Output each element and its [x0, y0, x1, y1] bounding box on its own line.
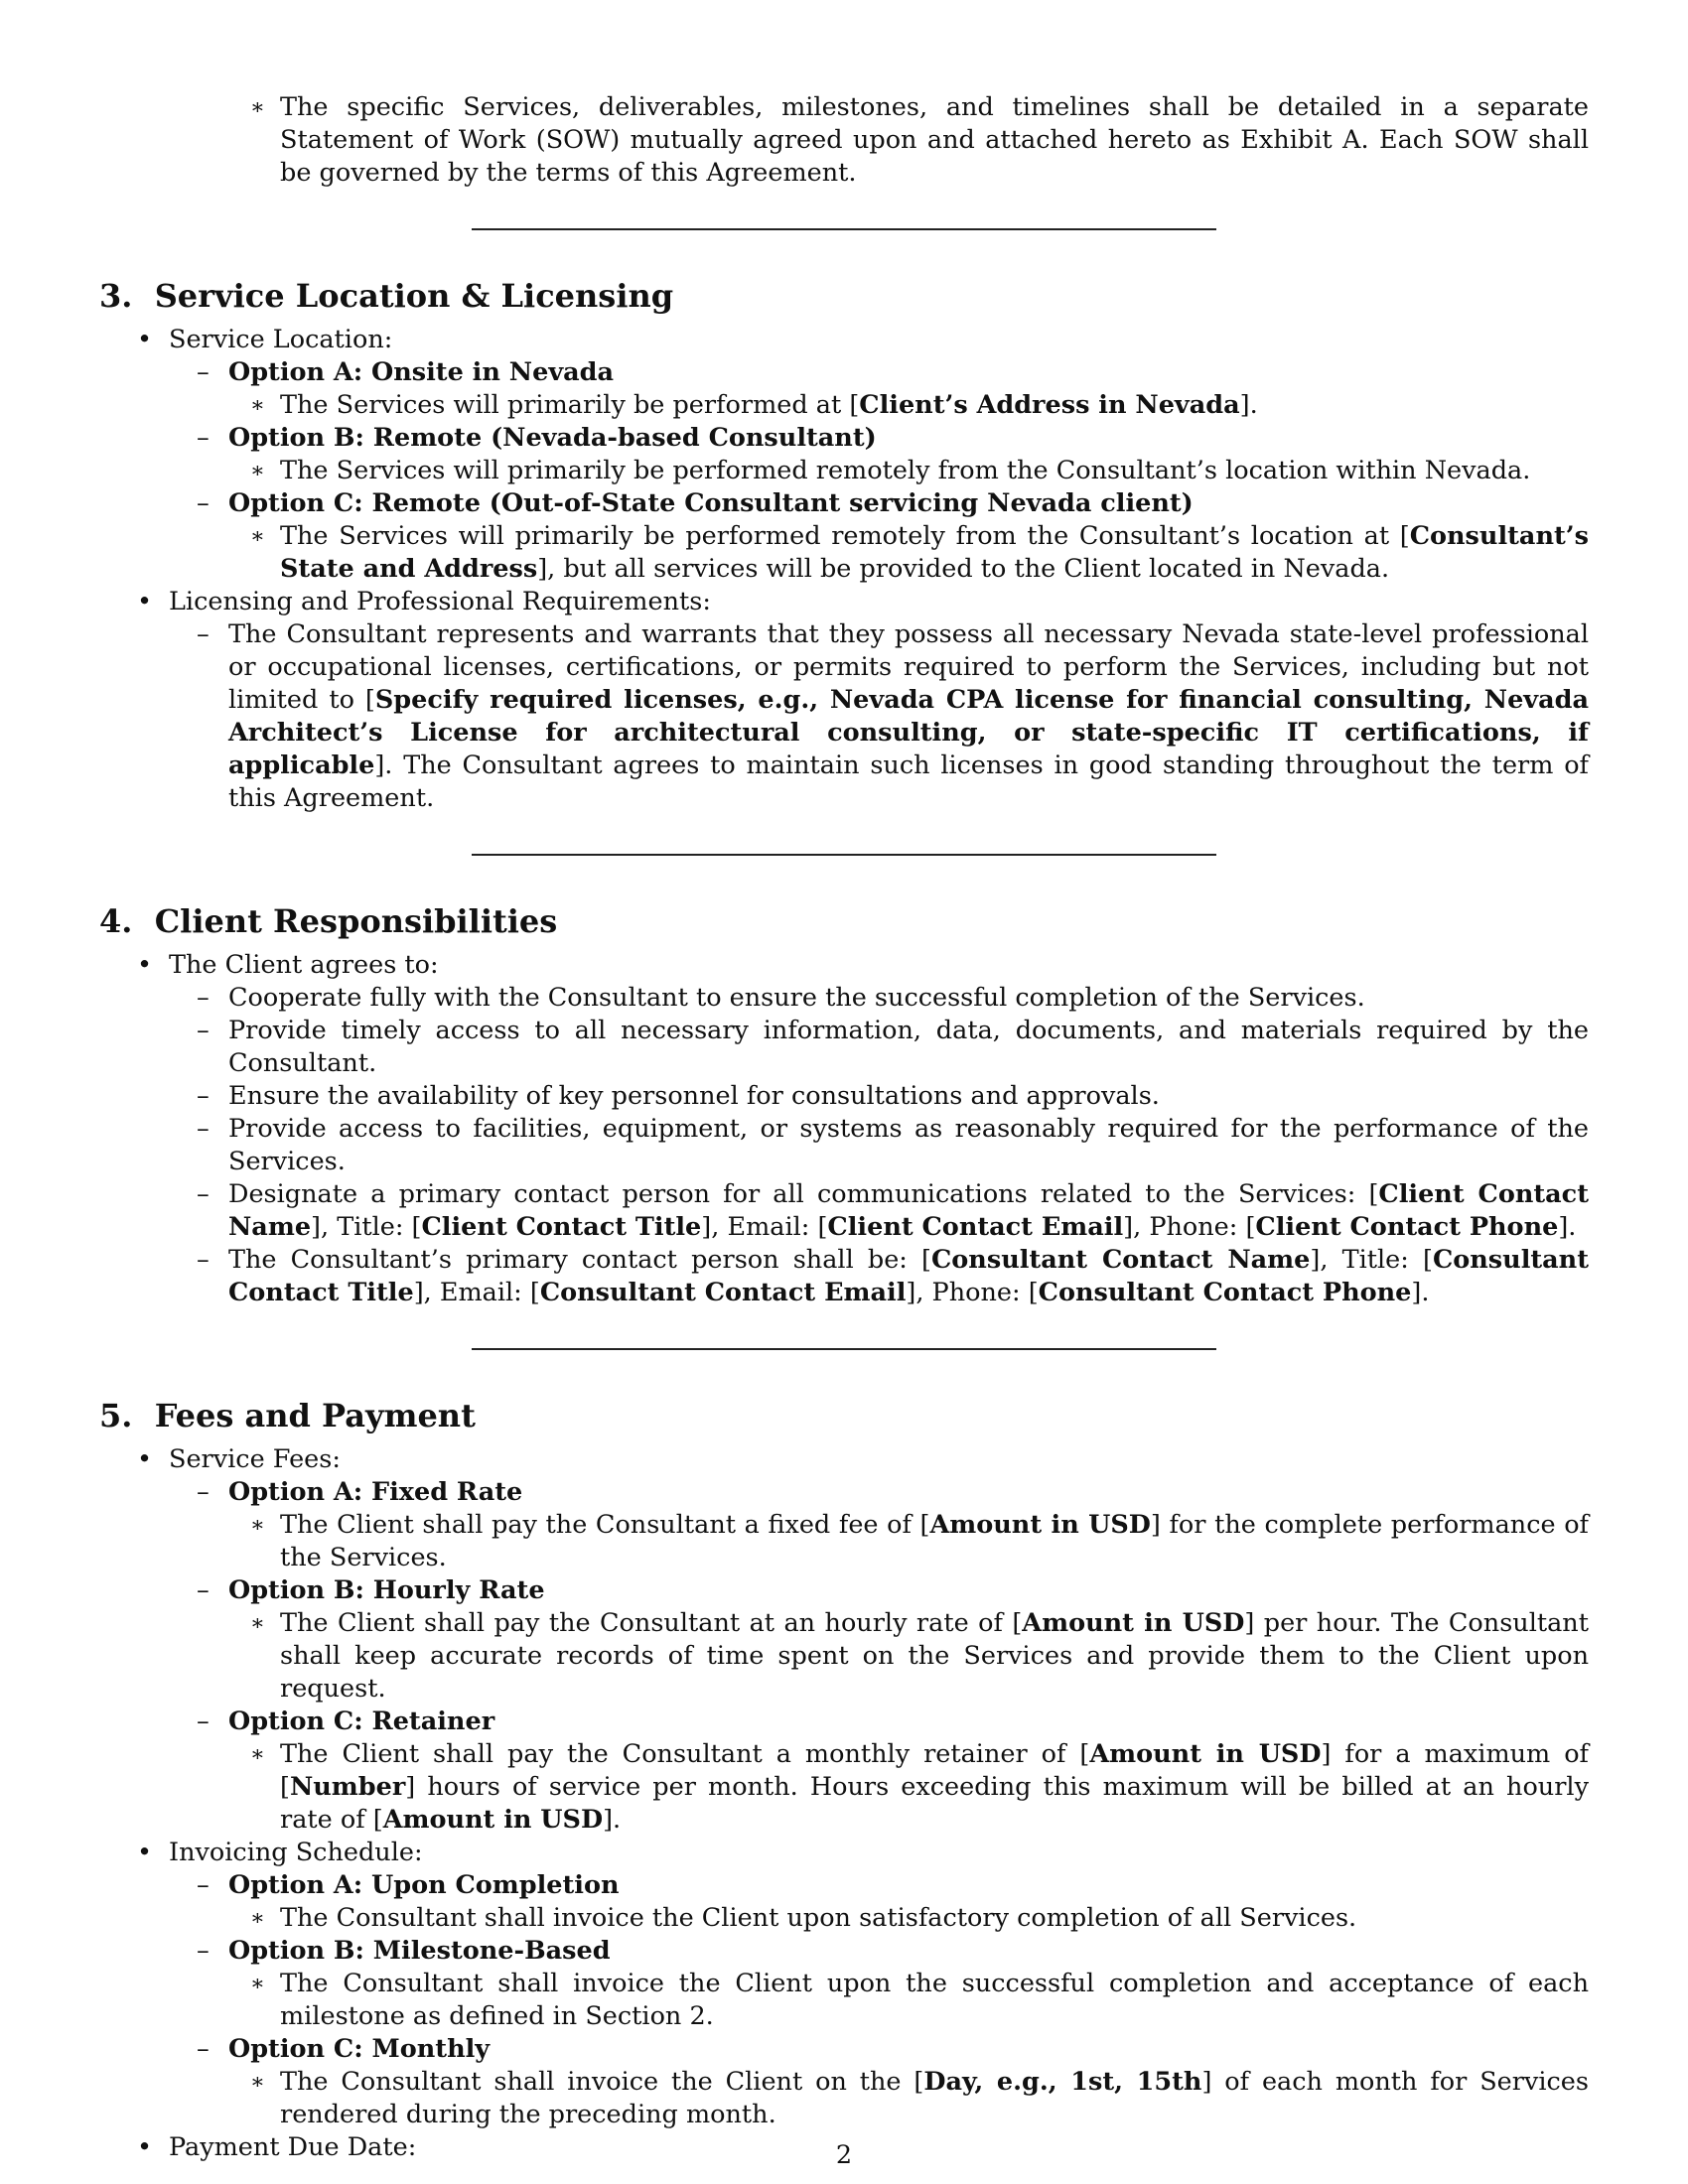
dash-bullet: –	[197, 983, 210, 1013]
dash-bullet: –	[197, 1179, 210, 1209]
dash-bullet: –	[197, 488, 210, 518]
asterisk-bullet: ∗	[250, 1972, 265, 1996]
list-item: ∗ The Services will primarily be performed remotely from the Consultant’s location within Nevada.	[250, 456, 1531, 485]
list-item: – Option A: Upon Completion	[197, 1870, 620, 1900]
list-item: – Option C: Retainer	[197, 1706, 495, 1736]
list-item: • Service Location:	[137, 325, 393, 354]
dash-bullet: –	[197, 1081, 210, 1111]
dash-bullet: –	[197, 1936, 210, 1966]
list-item: – Option B: Remote (Nevada-based Consultant)	[197, 423, 877, 453]
section-heading: 5. Fees and Payment	[99, 1397, 476, 1434]
asterisk-bullet: ∗	[250, 1611, 265, 1636]
dash-bullet: –	[197, 423, 210, 453]
list-item: – Option C: Remote (Out-of-State Consultant servicing Nevada client)	[197, 488, 1194, 518]
list-item: • Payment Due Date:	[137, 2132, 417, 2162]
list-item: – Ensure the availability of key personnel for consultations and approvals.	[197, 1081, 1160, 1111]
section-divider	[472, 228, 1216, 230]
asterisk-bullet: ∗	[250, 524, 265, 549]
list-item	[99, 91, 1589, 190]
list-item: – Option C: Monthly	[197, 2034, 491, 2064]
dash-bullet: –	[197, 1477, 210, 1507]
document-page	[99, 91, 1589, 2164]
asterisk-bullet: ∗	[250, 1742, 265, 1767]
list-item: • Invoicing Schedule:	[137, 1838, 423, 1867]
list-item: – Option B: Milestone-Based	[197, 1936, 611, 1966]
list-item: ∗ The Client shall pay the Consultant a monthly retainer of [Amount in USD] for a maximum of [Number] hours of service per month. Hours exceeding this maximum will be billed at an hourly rate of [Amount in USD].	[250, 1739, 1589, 1835]
page-number: 2	[835, 2140, 853, 2170]
list-item: – Option B: Hourly Rate	[197, 1575, 545, 1605]
dash-bullet: –	[197, 2034, 210, 2064]
asterisk-bullet: ∗	[250, 393, 265, 418]
list-item: – The Consultant represents and warrants that they possess all necessary Nevada state-level professional or occupational licenses, certifications, or permits required to perform the Services, including but not limited to [Specify required licenses, e.g., Nevada CPA license for financial consulting, Nevada Architect’s License for architectural consulting, or state-specific IT certifications, if applicable]. The Consultant agrees to maintain such licenses in good standing throughout the term of this Agreement.	[197, 619, 1589, 813]
list-item: ∗ The Consultant shall invoice the Client upon satisfactory completion of all Services.	[250, 1903, 1357, 1933]
list-item: • Licensing and Professional Requirements:	[137, 587, 711, 616]
dash-bullet: –	[197, 1016, 210, 1045]
dash-bullet: –	[197, 1114, 210, 1144]
bullet: •	[137, 325, 153, 354]
list-item: – Designate a primary contact person for all communications related to the Services: [Client Contact Name], Title: [Client Contact Title], Email: [Client Contact Email], Phone: [Client Contact Phone].	[197, 1179, 1589, 1242]
bullet: •	[137, 587, 153, 616]
list-item: – The Consultant’s primary contact person shall be: [Consultant Contact Name], Title: [Consultant Contact Title], Email: [Consultant Contact Email], Phone: [Consultant Contact Phone].	[197, 1245, 1589, 1307]
dash-bullet: –	[197, 1706, 210, 1736]
list-item: – Provide timely access to all necessary information, data, documents, and materials required by the Consultant.	[197, 1016, 1589, 1078]
list-item: ∗ The Services will primarily be performed remotely from the Consultant’s location at [Consultant’s State and Address], but all services will be provided to the Client located in Nevada.	[250, 521, 1589, 584]
asterisk-bullet: ∗	[250, 95, 265, 120]
list-item: – Option A: Onsite in Nevada	[197, 357, 615, 387]
section-divider	[472, 854, 1216, 856]
dash-bullet: –	[197, 619, 210, 649]
list-item: – Option A: Fixed Rate	[197, 1477, 523, 1507]
section-heading: 4. Client Responsibilities	[99, 902, 558, 940]
list-item: ∗ The Consultant shall invoice the Client on the [Day, e.g., 1st, 15th] of each month for Services rendered during the preceding month.	[250, 2067, 1589, 2129]
asterisk-bullet: ∗	[250, 459, 265, 483]
bullet: •	[137, 1838, 153, 1867]
bullet: •	[137, 1444, 153, 1474]
item-text: The specific Services, deliverables, milestones, and timelines shall be detailed in a separate Statement of Work (SOW) mutually agreed upon and attached hereto as Exhibit A. Each SOW shall be governed by the terms of this Agreement.	[280, 92, 1589, 188]
dash-bullet: –	[197, 1575, 210, 1605]
dash-bullet: –	[197, 1245, 210, 1275]
list-item: ∗ The Client shall pay the Consultant at an hourly rate of [Amount in USD] per hour. The Consultant shall keep accurate records of time spent on the Services and provide them to the Client upon request.	[250, 1608, 1589, 1704]
dash-bullet: –	[197, 1870, 210, 1900]
section-divider	[472, 1348, 1216, 1350]
bullet: •	[137, 2132, 153, 2162]
list-item: – Cooperate fully with the Consultant to ensure the successful completion of the Services.	[197, 983, 1365, 1013]
dash-bullet: –	[197, 357, 210, 387]
asterisk-bullet: ∗	[250, 2070, 265, 2095]
list-item: – Provide access to facilities, equipment, or systems as reasonably required for the performance of the Services.	[197, 1114, 1589, 1176]
list-item: ∗ The Consultant shall invoice the Client upon the successful completion and acceptance of each milestone as defined in Section 2.	[250, 1969, 1589, 2031]
list-item: ∗ The Client shall pay the Consultant a fixed fee of [Amount in USD] for the complete performance of the Services.	[250, 1510, 1589, 1572]
list-item: • The Client agrees to:	[137, 950, 439, 980]
list-item: ∗ The Services will primarily be performed at [Client’s Address in Nevada].	[250, 390, 1258, 420]
list-item: • Service Fees:	[137, 1444, 341, 1474]
asterisk-bullet: ∗	[250, 1906, 265, 1931]
section-heading: 3. Service Location & Licensing	[99, 277, 674, 315]
bullet: •	[137, 950, 153, 980]
asterisk-bullet: ∗	[250, 1513, 265, 1538]
